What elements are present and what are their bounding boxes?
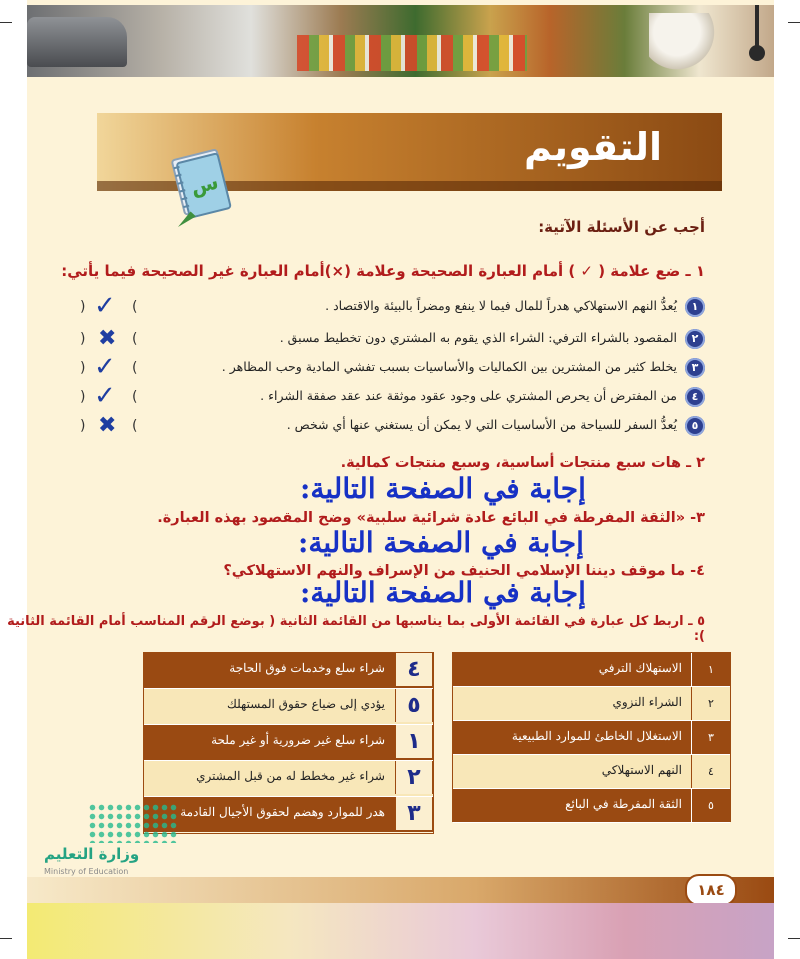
- check-mark-icon: ✓: [94, 291, 116, 321]
- question-3: ٣- «الثقة المفرطة في البائع عادة شرائية سلبية» وضح المقصود بهذه العبارة.: [157, 510, 705, 526]
- ministry-name-arabic: وزارة التعليم: [44, 845, 140, 863]
- question-5: ٥ ـ اربط كل عبارة في القائمة الأولى بما يناسبها من القائمة الثانية ( بوضع الرقم المناسب أمام القائمة الثانية ):: [7, 614, 705, 644]
- answer-parentheses: ( ✓ ): [80, 381, 138, 411]
- shopper-image: [649, 13, 719, 77]
- table-row: [453, 653, 730, 687]
- check-mark-icon: ✓: [94, 381, 116, 411]
- statement-number: ٥: [685, 416, 705, 436]
- statement-row: [80, 291, 705, 323]
- answer-parentheses: ( ✓ ): [80, 352, 138, 382]
- statement-number: ٢: [685, 329, 705, 349]
- answer-number: ٥: [395, 689, 433, 722]
- statement-row: [80, 381, 705, 413]
- row-number: ٣: [691, 721, 730, 754]
- statement-number: ٤: [685, 387, 705, 407]
- hanging-lamp-image: [755, 5, 759, 53]
- question-2: ٢ ـ هات سبع منتجات أساسية، وسبع منتجات كمالية.: [340, 455, 705, 471]
- answer-note: إجابة في الصفحة التالية:: [300, 576, 586, 609]
- crop-mark: [0, 22, 12, 23]
- svg-text:س: س: [188, 169, 221, 200]
- question-4: ٤- ما موقف ديننا الإسلامي الحنيف من الإسراف والنهم الاستهلاكي؟: [223, 563, 705, 579]
- cell-text: الاستهلاك الترفي: [598, 661, 682, 675]
- row-number: ٥: [691, 789, 730, 822]
- instruction-heading: أجب عن الأسئلة الآتية:: [538, 218, 705, 236]
- statement-text: المقصود بالشراء الترفي: الشراء الذي يقوم به المشتري دون تخطيط مسبق .: [279, 330, 677, 345]
- answer-note: إجابة في الصفحة التالية:: [300, 472, 586, 505]
- statement-row: [80, 414, 705, 442]
- page-title: التقويم: [523, 125, 662, 169]
- statement-number: ٣: [685, 358, 705, 378]
- list-two-table: [143, 652, 434, 834]
- row-number: ١: [691, 653, 730, 686]
- table-row: [144, 653, 433, 689]
- cell-text: الاستغلال الخاطئ للموارد الطبيعية: [511, 729, 682, 743]
- crop-mark: [788, 938, 800, 939]
- statement-text: من المفترض أن يحرص المشتري على وجود عقود موثقة عند عقد صفقة الشراء .: [260, 388, 677, 403]
- list-one-table: [452, 652, 731, 822]
- statement-text: يُعدُّ النهم الاستهلاكي هدراً للمال فيما لا ينفع ومضراً بالبيئة والاقتصاد .: [325, 298, 677, 313]
- ministry-name-english: Ministry of Education: [44, 867, 129, 876]
- cell-text: الثقة المفرطة في البائع: [565, 797, 682, 811]
- check-mark-icon: ✓: [94, 352, 116, 382]
- answer-number: ٤: [395, 653, 433, 686]
- produce-shelf-image: [297, 35, 527, 71]
- statement-row: [80, 352, 705, 384]
- header-photo-banner: [27, 5, 774, 77]
- answer-note: إجابة في الصفحة التالية:: [298, 526, 584, 559]
- cell-text: يؤدي إلى ضياع حقوق المستهلك: [226, 697, 385, 711]
- ministry-logo-dots: [88, 803, 178, 843]
- cell-text: هدر للموارد وهضم لحقوق الأجيال القادمة: [180, 805, 385, 819]
- cross-mark-icon: ✖: [98, 413, 117, 438]
- answer-parentheses: ( ✖ ): [80, 326, 138, 351]
- page-number: ١٨٤: [685, 874, 737, 906]
- row-number: ٤: [691, 755, 730, 788]
- row-number: ٢: [691, 687, 730, 720]
- table-row: [453, 789, 730, 823]
- footer-flower-image: [27, 903, 774, 959]
- crop-mark: [788, 22, 800, 23]
- answer-number: ١: [395, 725, 433, 758]
- table-row: [453, 755, 730, 789]
- cross-mark-icon: ✖: [98, 326, 117, 351]
- cell-text: شراء سلع غير ضرورية أو غير ملحة: [211, 733, 385, 747]
- cell-text: النهم الاستهلاكي: [601, 763, 682, 777]
- table-row: [144, 725, 433, 761]
- car-image: [27, 17, 127, 67]
- cell-text: الشراء النزوي: [612, 695, 682, 709]
- table-row: [144, 797, 433, 832]
- cell-text: شراء سلع وخدمات فوق الحاجة: [229, 661, 385, 675]
- question-1-title: ١ ـ ضع علامة ( ✓ ) أمام العبارة الصحيحة وعلامة (×)أمام العبارة غير الصحيحة فيما يأتي:: [61, 262, 705, 280]
- table-row: [144, 761, 433, 797]
- answer-number: ٢: [395, 761, 433, 794]
- table-row: [144, 689, 433, 725]
- answer-parentheses: ( ✓ ): [80, 291, 138, 321]
- statement-text: يُعدُّ السفر للسياحة من الأساسيات التي لا يمكن أن يستغني عنها أي شخص .: [286, 417, 677, 432]
- statement-number: ١: [685, 297, 705, 317]
- answer-number: ٣: [395, 797, 433, 830]
- statement-text: يخلط كثير من المشترين بين الكماليات والأساسيات بسبب تفشي المادية وحب المظاهر .: [221, 359, 677, 374]
- footer-band: [27, 877, 774, 903]
- crop-mark: [0, 938, 12, 939]
- answer-parentheses: ( ✖ ): [80, 413, 138, 438]
- cell-text: شراء غير مخطط له من قبل المشتري: [196, 769, 385, 783]
- statement-row: [80, 327, 705, 355]
- table-row: [453, 721, 730, 755]
- table-row: [453, 687, 730, 721]
